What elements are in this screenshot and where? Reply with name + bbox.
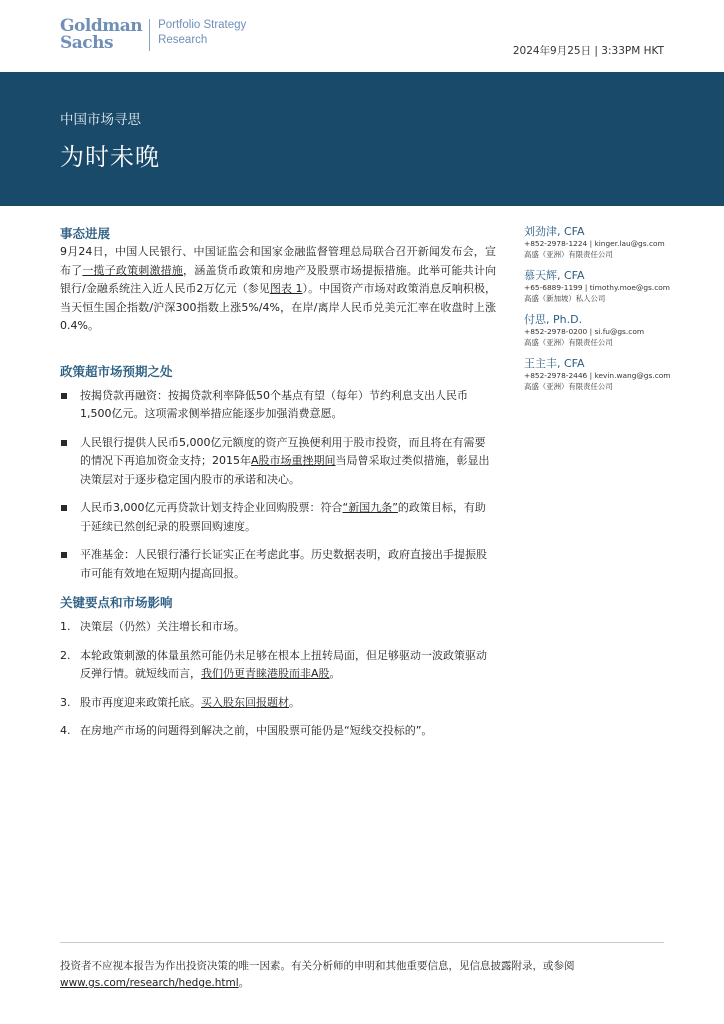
- surprises-list: [60, 387, 496, 584]
- authors-sidebar: [524, 224, 674, 400]
- section-heading-developments: 事态进展: [60, 226, 111, 241]
- page-header: [0, 0, 724, 72]
- list-item: 人民币3,000亿元再贷款计划支持企业回购股票：符合“新国九条”的政策目标，有助于延续已然创纪录的股票回购速度。: [60, 499, 496, 536]
- title-banner: [0, 72, 724, 206]
- policy-stimulus-link[interactable]: 一揽子政策刺激措施: [82, 263, 184, 277]
- new-nine-articles-link[interactable]: “新国九条”: [342, 501, 398, 514]
- author-card: [524, 224, 674, 260]
- author-name: 付思, Ph.D.: [524, 313, 583, 326]
- bullet-square-icon: [61, 393, 67, 399]
- author-firm: 高盛（亚洲）有限责任公司: [524, 381, 613, 391]
- goldman-sachs-logo: [60, 18, 246, 52]
- shareholder-return-link[interactable]: 买入股东回报题材: [201, 695, 289, 709]
- publish-datetime: 2024年9月25日 | 3:33PM HKT: [512, 45, 664, 57]
- bullet-square-icon: [61, 440, 67, 446]
- list-item: 平准基金：人民银行潘行长证实正在考虑此事。历史数据表明，政府直接出手提振股市可能有效地在短期内提高回报。: [60, 546, 496, 583]
- author-firm: 高盛（亚洲）有限责任公司: [524, 249, 613, 259]
- prefer-hk-link[interactable]: 我们仍更青睐港股而非A股: [201, 667, 330, 680]
- author-contact[interactable]: +65-6889-1199 | timothy.moe@gs.com: [524, 283, 670, 292]
- main-content: [60, 224, 496, 751]
- author-card: [524, 356, 674, 392]
- bullet-square-icon: [61, 505, 67, 511]
- author-contact[interactable]: +852-2978-2446 | kevin.wang@gs.com: [524, 371, 671, 380]
- footer-disclaimer: 投资者不应视本报告为作出投资决策的唯一因素。有关分析师的申明和其他重要信息，见信息披露附录，或参阅www.gs.com/research/hedge.html。: [60, 960, 575, 989]
- author-name: 王主丰, CFA: [524, 357, 585, 370]
- developments-paragraph: 9月24日，中国人民银行、中国证监会和国家金融监督管理总局联合召开新闻发布会，宣布了一揽子政策刺激措施，涵盖货币政策和房地产及股票市场提振措施。此举可能共计向银行/金融系统注入近人民币2万亿元（参见图表 1）。中国资产市场对政策消息反响积极，当天恒生国企指数/沪深300指数上涨5%/4%，在岸/离岸人民币兑美元汇率在收盘时上涨0.4%。: [60, 245, 497, 332]
- a-share-selloff-link[interactable]: A股市场重挫期间: [251, 454, 336, 467]
- author-contact[interactable]: +852-2978-0200 | si.fu@gs.com: [524, 327, 645, 336]
- list-item: 1. 决策层（仍然）关注增长和市场。: [60, 620, 245, 633]
- takeaways-list: [60, 618, 496, 741]
- division-name: Portfolio Strategy Research: [158, 19, 247, 46]
- author-contact[interactable]: +852-2978-1224 | kinger.lau@gs.com: [524, 239, 665, 248]
- list-item: 按揭贷款再融资：按揭贷款利率降低50个基点有望（每年）节约利息支出人民币1,500亿元。这项需求侧举措应能逐步加强消费意愿。: [60, 387, 496, 424]
- disclosures-link[interactable]: www.gs.com/research/hedge.html: [60, 977, 239, 989]
- logo-divider: [149, 19, 150, 51]
- author-name: 刘劲津, CFA: [524, 225, 585, 238]
- author-firm: 高盛（新加坡）私人公司: [524, 293, 606, 303]
- author-firm: 高盛（亚洲）有限责任公司: [524, 337, 613, 347]
- author-name: 慕天辉, CFA: [524, 269, 585, 282]
- author-card: [524, 268, 674, 304]
- bullet-square-icon: [61, 552, 67, 558]
- list-item: 4. 在房地产市场的问题得到解决之前，中国股票可能仍是“短线交投标的”。: [60, 724, 433, 737]
- series-name: 中国市场寻思: [60, 112, 141, 128]
- section-heading-surprises: 政策超市场预期之处: [60, 363, 173, 379]
- exhibit-1-link[interactable]: 图表 1: [269, 282, 303, 295]
- list-item: 2. 本轮政策刺激的体量虽然可能仍未足够在根本上扭转局面，但足够驱动一波政策驱动反弹行情。就短线而言，我们仍更青睐港股而非A股。: [60, 648, 487, 680]
- list-item: 3. 股市再度迎来政策托底。买入股东回报题材。: [60, 695, 300, 709]
- footer-divider: [60, 942, 664, 943]
- author-card: [524, 312, 674, 348]
- report-title: 为时未晚: [60, 143, 160, 171]
- section-heading-key-takeaways: 关键要点和市场影响: [60, 595, 173, 610]
- logo-wordmark: Goldman Sachs: [60, 16, 143, 53]
- list-item: 人民银行提供人民币5,000亿元额度的资产互换便利用于股市投资，而且将在有需要的情况下再追加资金支持；2015年A股市场重挫期间当局曾采取过类似措施，彰显出决策层对于逐步稳定国内股市的承诺和决心。: [60, 434, 496, 490]
